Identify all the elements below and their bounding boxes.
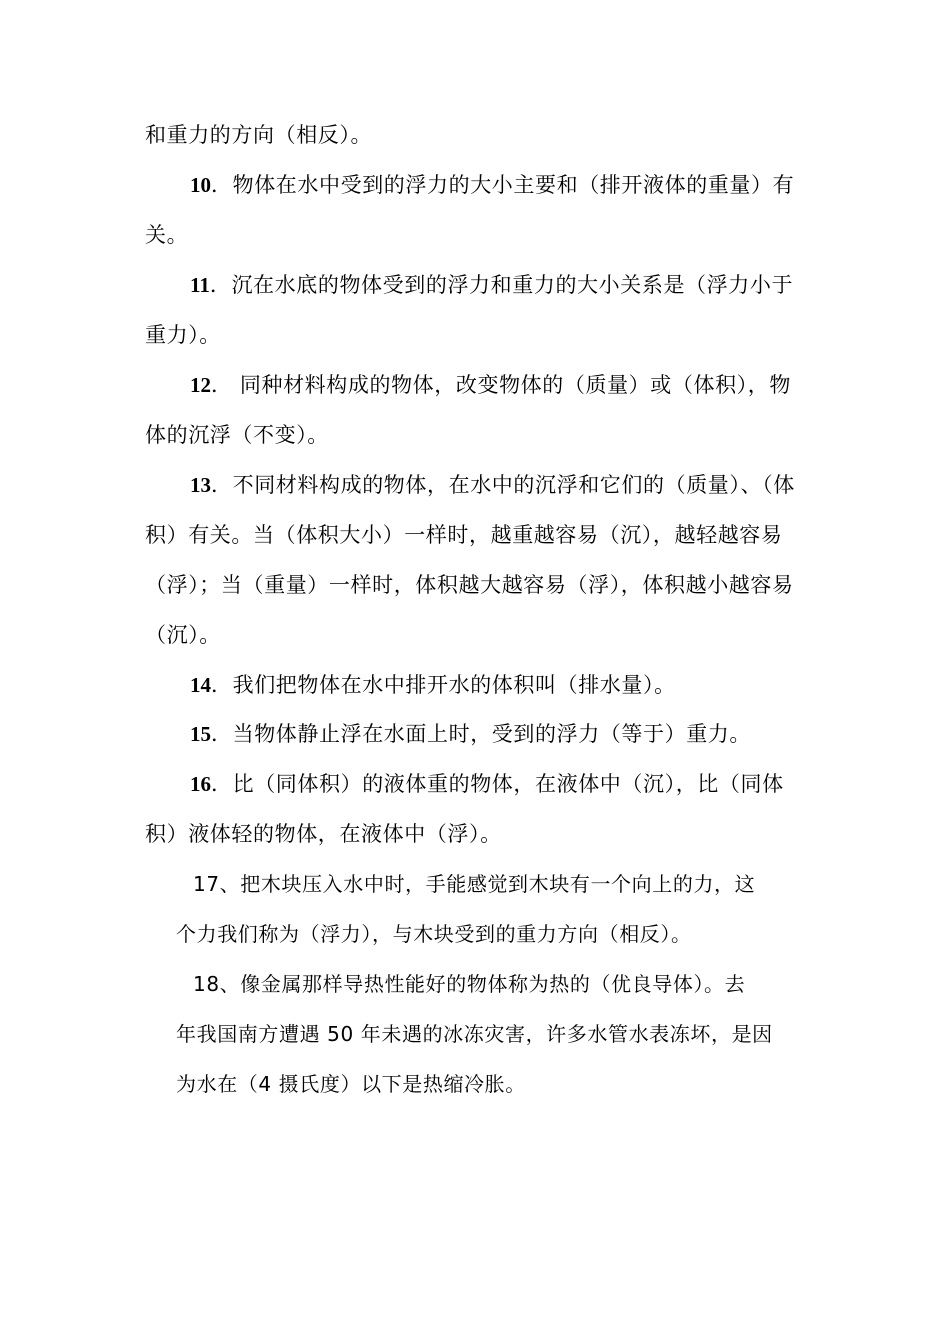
text-line: 14．我们把物体在水中排开水的体积叫（排水量）。	[190, 673, 676, 697]
text-line: 16．比（同体积）的液体重的物体，在液体中（沉），比（同体	[190, 772, 784, 796]
item-number: 11	[190, 273, 210, 297]
text-line: 17、把木块压入水中时，手能感觉到木块有一个向上的力，这	[193, 872, 756, 896]
text-line: 18、像金属那样导热性能好的物体称为热的（优良导体）。去	[193, 972, 746, 996]
text-line: 积）有关。当（体积大小）一样时，越重越容易（沉），越轻越容易	[145, 523, 783, 547]
text-line: 11．沉在水底的物体受到的浮力和重力的大小关系是（浮力小于	[190, 273, 794, 297]
text-line: 积）液体轻的物体，在液体中（浮）。	[145, 822, 502, 846]
text-line: 重力）。	[145, 323, 221, 347]
text-line: 为水在（4 摄氏度）以下是热缩冷胀。	[176, 1072, 526, 1096]
text-line: 12． 同种材料构成的物体，改变物体的（质量）或（体积），物	[190, 373, 791, 397]
text-line: 15．当物体静止浮在水面上时，受到的浮力（等于）重力。	[190, 722, 751, 746]
text-line: 和重力的方向（相反）。	[145, 123, 373, 147]
text-line: 关。	[145, 223, 189, 247]
text-line: 13．不同材料构成的物体，在水中的沉浮和它们的（质量）、（体	[190, 473, 795, 497]
item-number: 13	[190, 473, 211, 497]
text-line: 体的沉浮（不变）。	[145, 423, 329, 447]
item-number: 10	[190, 173, 211, 197]
item-number: 12	[190, 373, 211, 397]
text-line: （浮）；当（重量）一样时，体积越大越容易（浮），体积越小越容易	[145, 573, 794, 597]
item-number: 15	[190, 722, 211, 746]
text-line: 个力我们称为（浮力），与木块受到的重力方向（相反）。	[176, 922, 692, 946]
text-line: 年我国南方遭遇 50 年未遇的冰冻灾害，许多水管水表冻坏，是因	[176, 1022, 773, 1046]
item-number: 16	[190, 772, 211, 796]
item-number: 14	[190, 673, 211, 697]
text-line: 10．物体在水中受到的浮力的大小主要和（排开液体的重量）有	[190, 173, 795, 197]
text-line: （沉）。	[145, 623, 221, 647]
